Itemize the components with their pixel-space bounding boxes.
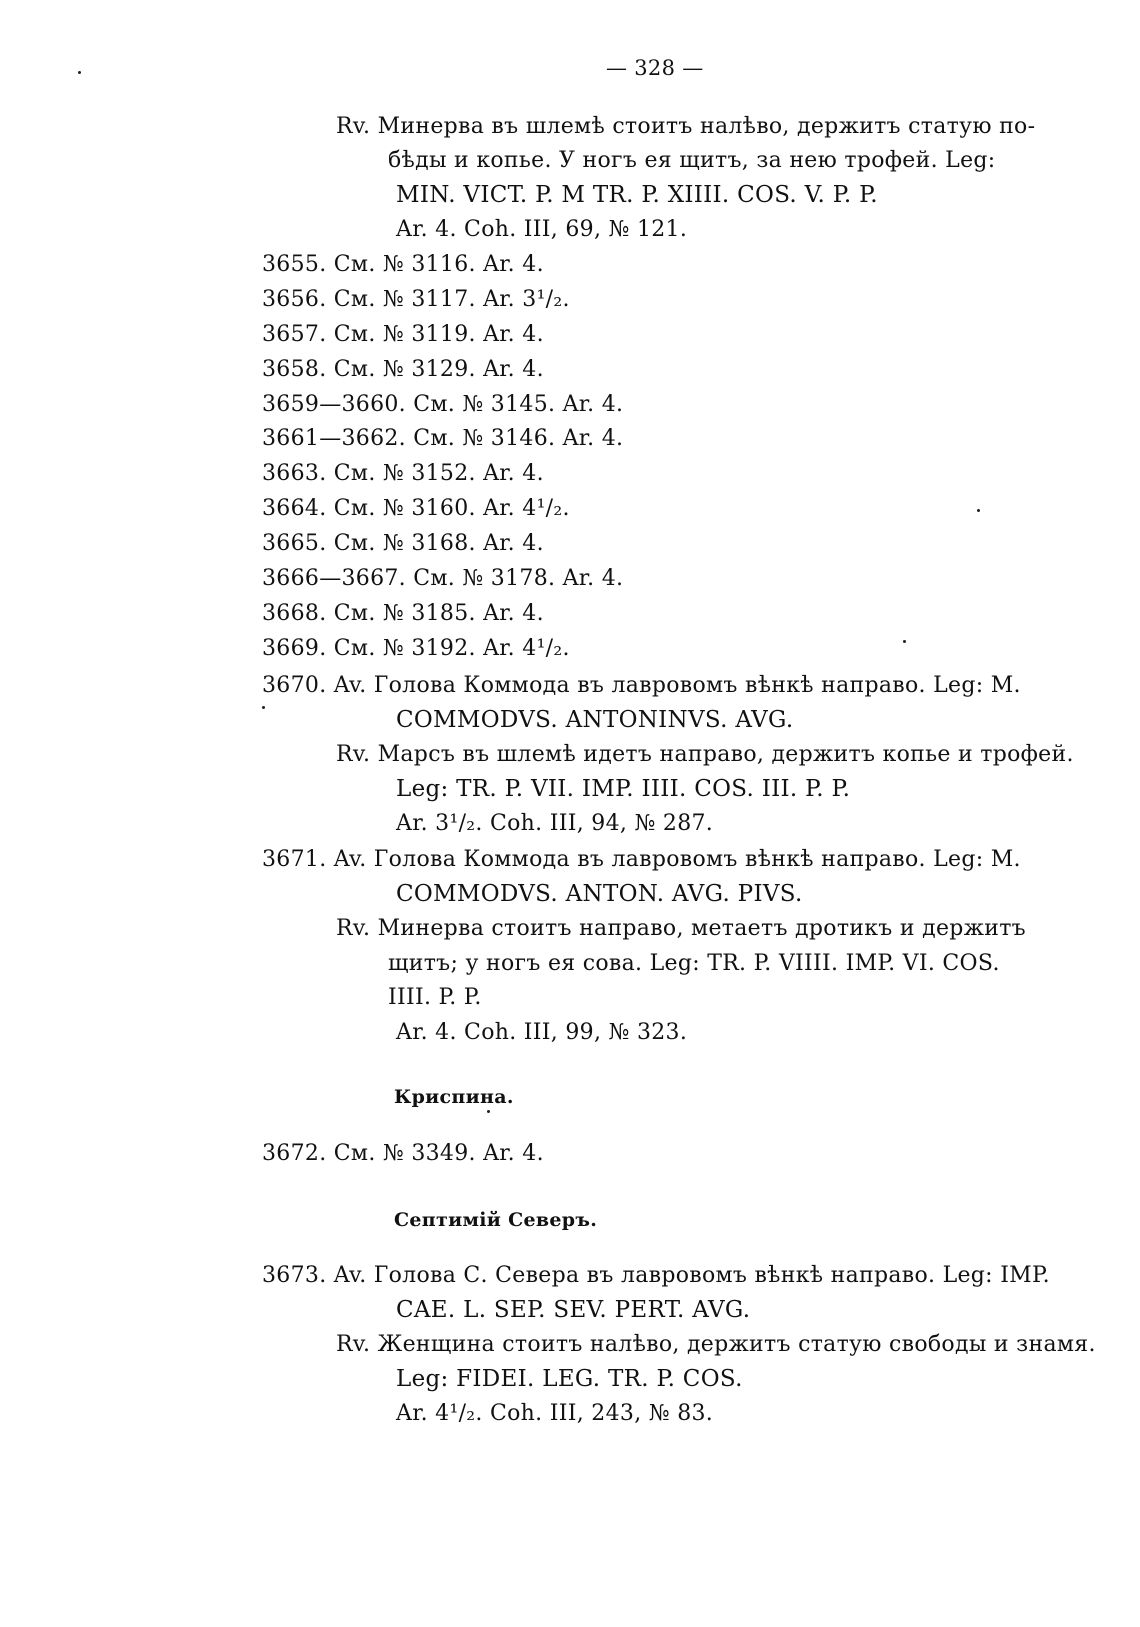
text-line: Rv. Женщина стоитъ налѣво, держитъ статую свободы и знамя.	[336, 1332, 1096, 1357]
text-line: Rv. Минерва стоитъ направо, метаетъ дротикъ и держитъ	[336, 916, 1026, 941]
entry-line: 3670. Av. Голова Коммода въ лавровомъ вѣнкѣ направо. Leg: M.	[262, 673, 1021, 698]
list-item: 3656. См. № 3117. Ar. 3¹/₂.	[262, 287, 570, 312]
text-line: Ar. 3¹/₂. Coh. III, 94, № 287.	[396, 811, 714, 836]
list-item: 3664. См. № 3160. Ar. 4¹/₂.	[262, 496, 570, 521]
list-item: 3672. См. № 3349. Ar. 4.	[262, 1141, 544, 1166]
section-heading: Септимiй Северъ.	[394, 1209, 598, 1231]
text-line: Leg: TR. P. VII. IMP. IIII. COS. III. P. P.	[396, 776, 851, 802]
page-number: — 328 —	[606, 56, 704, 80]
text-line: бѣды и копье. У ногъ ея щитъ, за нею трофей. Leg:	[388, 148, 996, 173]
list-item: 3658. См. № 3129. Ar. 4.	[262, 357, 544, 382]
speck-mark	[262, 706, 265, 709]
entry-line: 3671. Av. Голова Коммода въ лавровомъ вѣнкѣ направо. Leg: M.	[262, 847, 1021, 872]
text-line: Ar. 4. Coh. III, 69, № 121.	[396, 217, 688, 242]
list-item: 3657. См. № 3119. Ar. 4.	[262, 322, 544, 347]
text-line: MIN. VICT. P. M TR. P. XIIII. COS. V. P. P.	[396, 182, 878, 208]
list-item: 3666—3667. См. № 3178. Ar. 4.	[262, 566, 624, 591]
speck-mark	[78, 71, 81, 74]
section-heading: Криспина.	[394, 1086, 514, 1108]
speck-mark	[903, 640, 906, 643]
text-line: Ar. 4. Coh. III, 99, № 323.	[396, 1020, 688, 1045]
text-line: Leg: FIDEI. LEG. TR. P. COS.	[396, 1366, 743, 1392]
speck-mark	[977, 509, 980, 512]
entry-line: 3673. Av. Голова С. Севера въ лавровомъ вѣнкѣ направо. Leg: IMP.	[262, 1263, 1050, 1288]
text-line: Ar. 4¹/₂. Coh. III, 243, № 83.	[396, 1401, 714, 1426]
list-item: 3655. См. № 3116. Ar. 4.	[262, 252, 544, 277]
text-line: Rv. Марсъ въ шлемѣ идетъ направо, держитъ копье и трофей.	[336, 742, 1074, 767]
text-line: IIII. P. P.	[388, 985, 482, 1010]
speck-mark	[487, 1110, 490, 1113]
text-line: Rv. Минерва въ шлемѣ стоитъ налѣво, держитъ статую по-	[336, 114, 1036, 139]
text-line: COMMODVS. ANTON. AVG. PIVS.	[396, 881, 803, 907]
list-item: 3665. См. № 3168. Ar. 4.	[262, 531, 544, 556]
list-item: 3668. См. № 3185. Ar. 4.	[262, 601, 544, 626]
list-item: 3661—3662. См. № 3146. Ar. 4.	[262, 426, 624, 451]
text-line: CAE. L. SEP. SEV. PERT. AVG.	[396, 1297, 751, 1323]
text-line: COMMODVS. ANTONINVS. AVG.	[396, 707, 794, 733]
list-item: 3669. См. № 3192. Ar. 4¹/₂.	[262, 636, 570, 661]
list-item: 3663. См. № 3152. Ar. 4.	[262, 461, 544, 486]
list-item: 3659—3660. См. № 3145. Ar. 4.	[262, 392, 624, 417]
text-line: щитъ; у ногъ ея сова. Leg: TR. P. VIIII. IMP. VI. COS.	[388, 951, 1000, 976]
